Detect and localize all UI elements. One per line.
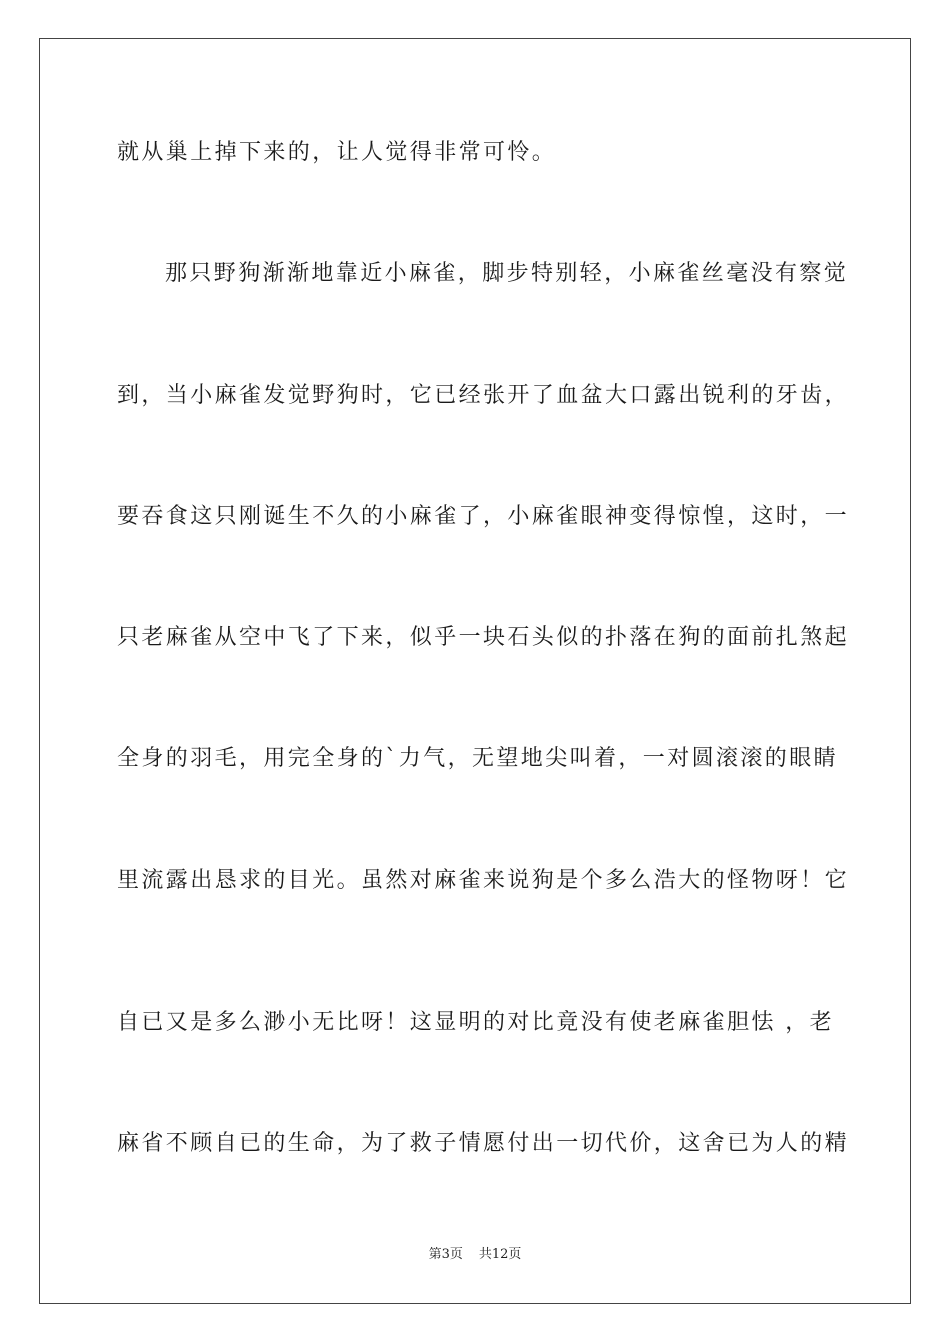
text-line: 就从巢上掉下来的，让人觉得非常可怜。 bbox=[117, 140, 557, 165]
text-line: 自已又是多么渺小无比呀！这显明的对比竟没有使老麻雀胆怯 ，老 bbox=[117, 1010, 834, 1035]
text-line: 要吞食这只刚诞生不久的小麻雀了，小麻雀眼神变得惊惶，这时，一 bbox=[117, 504, 850, 529]
page-total: 共12页 bbox=[478, 1247, 522, 1262]
page-frame bbox=[39, 38, 911, 1304]
text-line: 全身的羽毛，用完全身的`力气，无望地尖叫着，一对圆滚滚的眼睛 bbox=[117, 746, 839, 771]
text-line: 只老麻雀从空中飞了下来，似乎一块石头似的扑落在狗的面前扎煞起 bbox=[117, 625, 850, 650]
text-line: 里流露出恳求的目光。虽然对麻雀来说狗是个多么浩大的怪物呀！它 bbox=[117, 868, 850, 893]
text-line: 麻省不顾自已的生命，为了救子情愿付出一切代价，这舍已为人的精 bbox=[117, 1131, 850, 1156]
text-line: 到，当小麻雀发觉野狗时，它已经张开了血盆大口露出锐利的牙齿， bbox=[117, 383, 850, 408]
page-footer bbox=[0, 1246, 950, 1264]
paragraph-first-line: 那只野狗渐渐地靠近小麻雀，脚步特别轻，小麻雀丝毫没有察觉 bbox=[165, 261, 849, 286]
page-number: 第3页 bbox=[428, 1247, 463, 1262]
